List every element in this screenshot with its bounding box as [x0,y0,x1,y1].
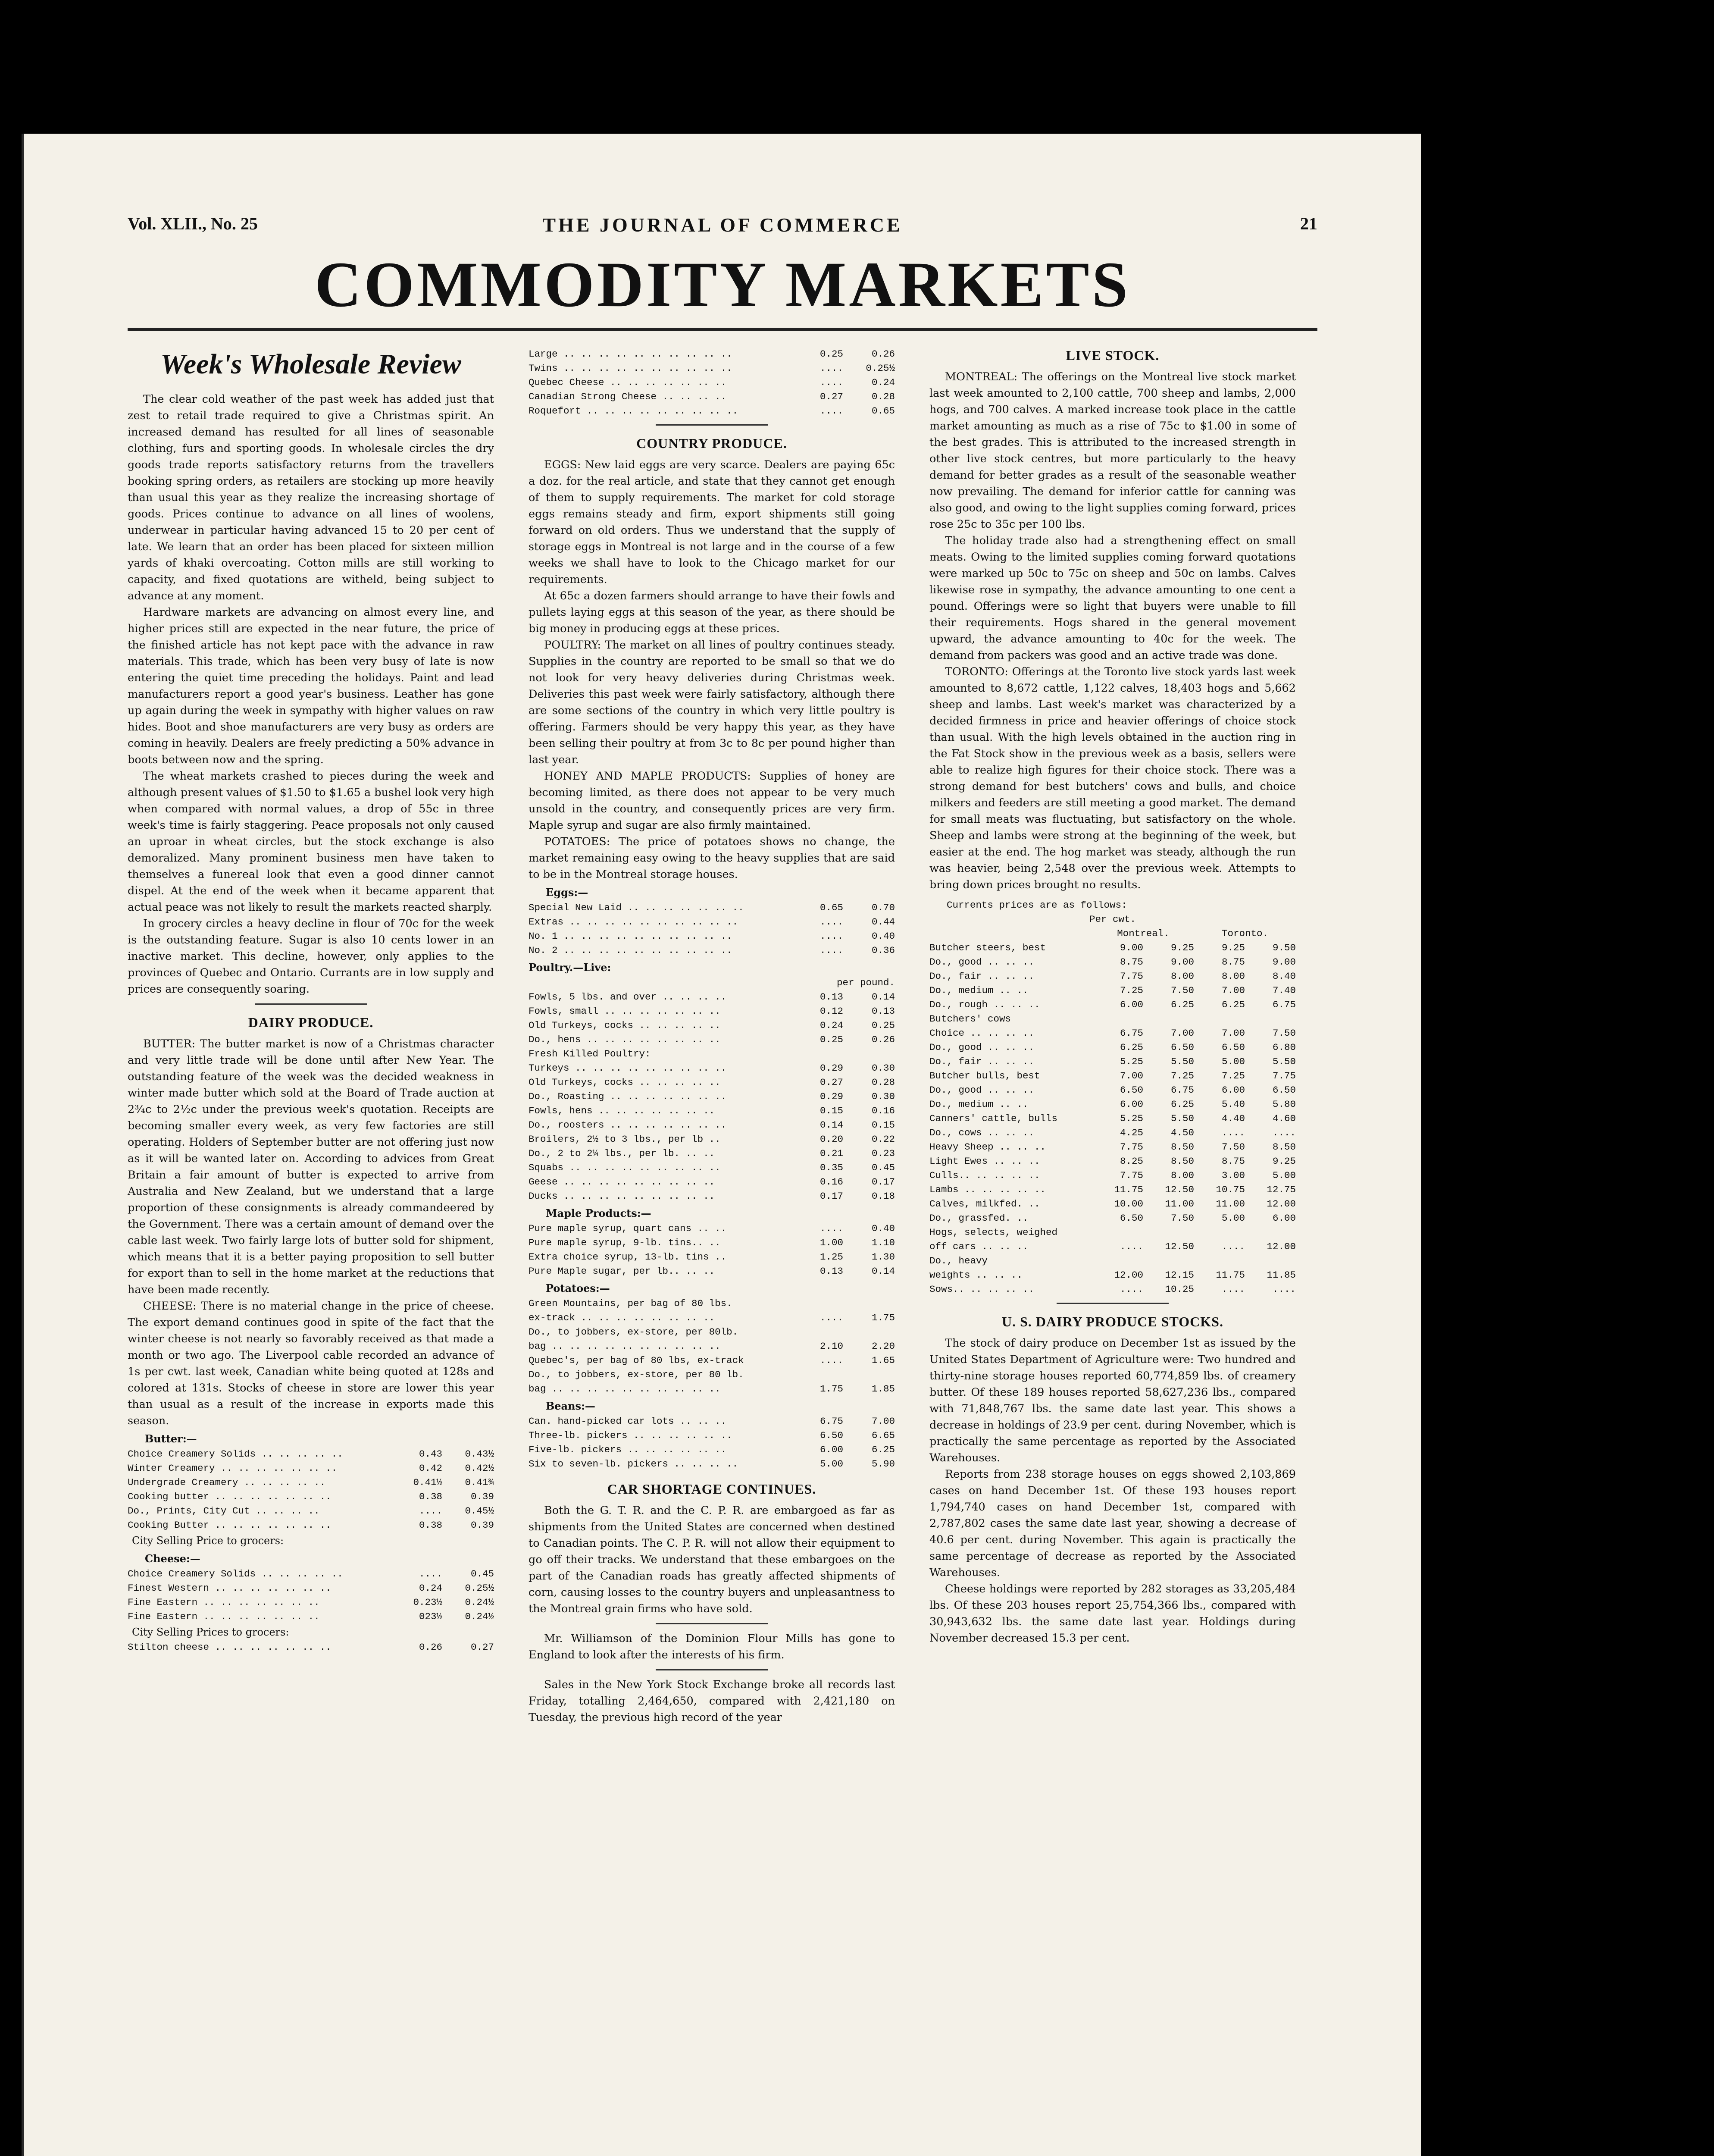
price-row: Old Turkeys, cocks .. .. .. .. .. 0.24 0.25 [529,1020,895,1031]
table-header: Montreal. Toronto. [1117,928,1269,939]
live-stock-heading: LIVE STOCK. [1066,348,1160,363]
paragraph: Sales in the New York Stock Exchange broke all records last Friday, totalling 2,464,650, compared with 2,421,180 on Tuesday, the previous high record of the year [529,1678,895,1724]
table-row: Butchers' cows [929,1013,1011,1025]
price-row: Broilers, 2½ to 3 lbs., per lb .. 0.20 0.22 [529,1134,895,1145]
price-row: Special New Laid .. .. .. .. .. .. .. 0.65 0.70 [529,902,895,913]
paragraph: HONEY AND MAPLE PRODUCTS: Supplies of honey are becoming limited, as there does not appear to be very much unsold in the country, and consequently prices are very firm. Maple syrup and sugar are also firmly maintained. [529,770,895,832]
paragraph: In grocery circles a heavy decline in flour of 70c for the week is the outstanding feature. Sugar is also 10 cents lower in an inactive market. This decline, however, only applies to the provinces of Quebec and Ontario. Currants are in low supply and prices are consequently soaring. [128,917,494,996]
table-intro: Currents prices are as follows: [947,899,1127,911]
paragraph: At 65c a dozen farmers should arrange to have their fowls and pullets laying eggs at this season of the year, as there should be big money in producing eggs at these prices. [529,589,895,635]
paragraph: The wheat markets crashed to pieces during the week and although present values of $1.50 to $1.65 a bushel look very high when compared with normal values, a drop of 55c in three week's time is fairly staggering. Peace proposals not only caused an uproar in wheat circles, but the stock exchange is also demoralized. Many prominent business men have taken to themselves a funereal look that even a good dinner cannot dispel. At the end of the week when it became apparent that actual peace was not likely to result the markets reacted sharply. [128,770,494,914]
divider [255,1003,367,1005]
paragraph: Cheese holdings were reported by 282 storages as 33,205,484 lbs. Of these 203 houses report 25,754,366 lbs., compared with 30,943,632 lbs. the same date last year. Holdings during November decreased 15.3 per cent. [929,1583,1296,1645]
paragraph: POTATOES: The price of potatoes shows no change, the market remaining easy owing to the heavy supplies that are said to be in the Montreal storage houses. [529,835,895,881]
price-row: bag .. .. .. .. .. .. .. .. .. .. 1.75 1.85 [529,1383,895,1395]
paragraph: Mr. Williamson of the Dominion Flour Mills has gone to England to look after the interests of his firm. [529,1632,895,1661]
subheading: City Selling Prices to grocers: [132,1626,289,1638]
price-row: Undergrade Creamery .. .. .. .. .. 0.41½ 0.41¾ [128,1477,494,1488]
table-row: Sows.. .. .. .. .. .... 10.25 .... .... [929,1284,1296,1295]
table-row: Do., rough .. .. .. 6.00 6.25 6.25 6.75 [929,999,1296,1010]
table-row: Do., good .. .. .. 8.75 9.00 8.75 9.00 [929,956,1296,968]
table-row: Do., fair .. .. .. 7.75 8.00 8.00 8.40 [929,971,1296,982]
paragraph: TORONTO: Offerings at the Toronto live stock yards last week amounted to 8,672 cattle, 1,122 calves, 18,403 hogs and 5,662 sheep and lambs. Last week's market was characterized by a decided firmness in price and heavier offerings of choice stock than usual. With the high levels obtained in the auction ring in the Fat Stock show in the previous week as a basis, sellers were able to realize high figures for their choice stock. There was a strong demand for best butchers' cows and bulls, and choice milkers and feeders are still meeting a good market. The demand for small meats was fluctuating, but satisfactory on the whole. Sheep and lambs were strong at the beginning of the week, but easier at the end. The hog market was steady, although the run was heavier, being 2,548 over the previous week. Attempts to bring down prices brought no results. [929,665,1296,891]
table-row: Do., heavy [929,1255,988,1266]
divider [656,1669,768,1670]
live-stock-price-table [929,898,1296,1297]
paragraph: The clear cold weather of the past week has added just that zest to retail trade required to give a Christmas spirit. An increased demand has resulted for all lines of seasonable clothing, furs and sporting goods. In wholesale circles the dry goods trade reports satisfactory returns from the travellers booking spring orders, as retailers are stocking up more heavily than usual this year as they realize the increasing shortage of goods. Prices continue to advance on all lines of woolens, underwear in particular having advanced 15 to 20 per cent of late. We learn that an order has been placed for sixteen million yards of khaki overcoating. Cotton mills are still working to capacity, and fixed quotations are witheld, being subject to advance at any moment. [128,393,494,602]
divider [1057,1303,1169,1304]
table-row: Calves, milkfed. .. 10.00 11.00 11.00 12.00 [929,1198,1296,1210]
price-row: ex-track .. .. .. .. .. .. .. .. .... 1.75 [529,1312,895,1323]
price-row: Pure Maple sugar, per lb.. .. .. 0.13 0.14 [529,1266,895,1277]
price-row: Do., roosters .. .. .. .. .. .. .. 0.14 0.15 [529,1119,895,1131]
table-row: Culls.. .. .. .. .. 7.75 8.00 3.00 5.00 [929,1170,1296,1181]
divider [656,424,768,426]
price-row: Stilton cheese .. .. .. .. .. .. .. 0.26 0.27 [128,1642,494,1653]
price-row: Pure maple syrup, quart cans .. .. .... 0.40 [529,1223,895,1234]
subheading: Beans:— [546,1400,595,1412]
price-row: Fowls, small .. .. .. .. .. .. .. 0.12 0.13 [529,1006,895,1017]
price-row: Five-lb. pickers .. .. .. .. .. .. 6.00 6.25 [529,1444,895,1455]
price-row: Do., Roasting .. .. .. .. .. .. .. 0.29 0.30 [529,1091,895,1102]
masthead-rule [128,328,1317,331]
volume-number: Vol. XLII., No. 25 [128,214,258,233]
paragraph: BUTTER: The butter market is now of a Christmas character and very little trade will be done until after New Year. The outstanding feature of the week was the decided weakness in winter made butter which sold at the Board of Trade auction at 2¾c to 2½c under the previous week's quotation. Receipts are becoming smaller every week, as very few factories are still operating. Holders of September butter are not offering just now as it will be wanted later on. According to advices from Great Britain a fair amount of butter is expected to arrive from Australia and New Zealand, but we understand that a large proportion of these consignments is already commandeered by the Government. There was a certain amount of demand over the cable last week. Two fairly large lots of butter sold for shipment, which means that it is a better paying proposition to sell butter for export than to sell in the home market at the reductions that have been made recently. [128,1037,494,1296]
dairy-produce-heading: DAIRY PRODUCE. [248,1015,374,1030]
subheading: City Selling Price to grocers: [132,1535,284,1547]
table-row: Heavy Sheep .. .. .. 7.75 8.50 7.50 8.50 [929,1141,1296,1153]
price-row: Old Turkeys, cocks .. .. .. .. .. 0.27 0.28 [529,1077,895,1088]
price-row: Choice Creamery Solids .. .. .. .. .. .... 0.45 [128,1568,494,1579]
price-row: Finest Western .. .. .. .. .. .. .. 0.24 0.25½ [128,1583,494,1594]
table-row: Do., grassfed. .. 6.50 7.50 5.00 6.00 [929,1213,1296,1224]
table-row: Do., cows .. .. .. 4.25 4.50 .... .... [929,1127,1296,1138]
paragraph: POULTRY: The market on all lines of poultry continues steady. Supplies in the country are reported to be small so that we do not look for very heavy deliveries during Christmas week. Deliveries this past week were fairly satisfactory, although there are some sections of the country in which very little poultry is offering. Farmers should be very happy this year, as they have been selling their poultry at from 3c to 8c per pound higher than last year. [529,639,895,766]
table-row: Lambs .. .. .. .. .. 11.75 12.50 10.75 12.75 [929,1184,1296,1195]
table-row: weights .. .. .. 12.00 12.15 11.75 11.85 [929,1269,1296,1281]
price-row: Ducks .. .. .. .. .. .. .. .. .. 0.17 0.18 [529,1191,895,1202]
price-row: Fine Eastern .. .. .. .. .. .. .. 0.23½ 0.24½ [128,1597,494,1608]
price-row: Roquefort .. .. .. .. .. .. .. .. .. .... 0.65 [529,405,895,417]
price-row: Do., Prints, City Cut .. .. .. .. .... 0.45½ [128,1505,494,1517]
scan-margin [1481,0,1714,2156]
table-row: Canners' cattle, bulls 5.25 5.50 4.40 4.60 [929,1113,1296,1124]
table-row: Do., medium .. .. 6.00 6.25 5.40 5.80 [929,1099,1296,1110]
price-row: Large .. .. .. .. .. .. .. .. .. .. 0.25 0.26 [529,348,895,360]
price-row: Turkeys .. .. .. .. .. .. .. .. .. 0.29 0.30 [529,1062,895,1074]
table-row: Do., fair .. .. .. 5.25 5.50 5.00 5.50 [929,1056,1296,1067]
price-row: Extras .. .. .. .. .. .. .. .. .. .. .... 0.44 [529,916,895,928]
us-dairy-heading: U. S. DAIRY PRODUCE STOCKS. [1002,1314,1223,1329]
price-row: Three-lb. pickers .. .. .. .. .. .. 6.50 6.65 [529,1430,895,1441]
subheading: Butter:— [145,1432,197,1445]
table-row: Butcher steers, best 9.00 9.25 9.25 9.50 [929,942,1296,953]
subheading: Fresh Killed Poultry: [529,1048,651,1059]
price-row: No. 1 .. .. .. .. .. .. .. .. .. .. .... 0.40 [529,931,895,942]
masthead-title: COMMODITY MARKETS [314,249,1131,320]
price-row: Do., hens .. .. .. .. .. .. .. .. 0.25 0.26 [529,1034,895,1045]
paragraph: Hardware markets are advancing on almost every line, and higher prices still are expected in the near future, the price of the finished article has not kept pace with the advance in raw materials. This trade, which has been very busy of late is now entering the quiet time preceding the holidays. Paint and lead manufacturers report a good year's business. Leather has gone up again during the week in sympathy with higher values on raw hides. Boot and shoe manufacturers are very busy as orders are coming in heavily. Dealers are freely predicting a 50% advance in boots between now and the spring. [128,606,494,766]
newspaper-page [22,134,1421,2156]
subheading: Poultry.—Live: [529,961,611,974]
price-row: Quebec Cheese .. .. .. .. .. .. .. .... 0.24 [529,377,895,388]
price-row: Canadian Strong Cheese .. .. .. .. 0.27 0.28 [529,391,895,402]
column-1 [128,347,494,1655]
weekly-review-title: Week's Wholesale Review [160,348,461,380]
country-produce-heading: COUNTRY PRODUCE. [636,436,787,451]
paragraph: The holiday trade also had a strengthening effect on small meats. Owing to the limited supplies coming forward quotations were marked up 50c to 75c on sheep and 50c on lambs. Calves likewise rose in sympathy, the advance amounting to one cent a pound. Offerings were so light that buyers were unable to fill their requirements. Hogs shared in the general movement upward, the advance amounting to 40c for the week. The demand from packers was good and an active trade was done. [929,534,1296,662]
table-row: Do., medium .. .. 7.25 7.50 7.00 7.40 [929,985,1296,996]
price-row: Do., to jobbers, ex-store, per 80 lb. [529,1369,744,1380]
table-row: off cars .. .. .. .... 12.50 .... 12.00 [929,1241,1296,1252]
price-row: No. 2 .. .. .. .. .. .. .. .. .. .. .... 0.36 [529,945,895,956]
price-row: Pure maple syrup, 9-lb. tins.. .. 1.00 1.10 [529,1237,895,1248]
price-row: Geese .. .. .. .. .. .. .. .. .. 0.16 0.17 [529,1176,895,1188]
price-row: Can. hand-picked car lots .. .. .. 6.75 7.00 [529,1416,895,1427]
column-3 [929,347,1296,1646]
price-row: Choice Creamery Solids .. .. .. .. .. 0.43 0.43½ [128,1448,494,1460]
price-row: Twins .. .. .. .. .. .. .. .. .. .. .... 0.25½ [529,363,895,374]
price-row: Cooking Butter .. .. .. .. .. .. .. 0.38 0.39 [128,1520,494,1531]
table-row: Do., good .. .. .. 6.50 6.75 6.00 6.50 [929,1084,1296,1096]
table-row: Do., good .. .. .. 6.25 6.50 6.50 6.80 [929,1042,1296,1053]
subheading: Cheese:— [145,1552,200,1565]
price-row: Cooking butter .. .. .. .. .. .. .. 0.38 0.39 [128,1491,494,1502]
price-row: Winter Creamery .. .. .. .. .. .. .. 0.42 0.42½ [128,1463,494,1474]
paragraph: The stock of dairy produce on December 1st as issued by the United States Department of Agriculture were: Two hundred and thirty-nine storage houses reported 60,774,859 lbs. of creamery butter. Of these 189 houses reported 58,627,236 lbs., compared with 71,848,767 lbs. the same date last year. This shows a decrease in holdings of 23.9 per cent. during November, which is practically the same percentage as reported by the Associated Warehouses. [929,1337,1296,1464]
subheading: Maple Products:— [546,1207,651,1219]
car-shortage-heading: CAR SHORTAGE CONTINUES. [607,1481,816,1497]
journal-name: THE JOURNAL OF COMMERCE [542,214,903,236]
paragraph: MONTREAL: The offerings on the Montreal live stock market last week amounted to 2,100 cattle, 700 sheep and lambs, 2,000 hogs, and 700 calves. A marked increase took place in the cattle market amounting as much as a rise of 75c to $1.00 in some of the best grades. This is attributed to the increased strength in other live stock centres, but more particularly to the heavy demand for better grades as a result of the seasonable weather now prevailing. The demand for inferior cattle for canning was also good, and owing to the light supplies coming forward, prices rose 25c to 35c per 100 lbs. [929,370,1296,531]
paragraph: Both the G. T. R. and the C. P. R. are embargoed as far as shipments from the United States are concerned when destined to Canadian points. The C. P. R. will not allow their equipment to go off their tracks. We understand that these embargoes on the part of the Canadian roads has greatly affected shipments of corn, causing losses to the country buyers and unpleasantness to the Montreal grain firms who have sold. [529,1504,895,1615]
price-row: Do., to jobbers, ex-store, per 80lb. [529,1326,738,1338]
paragraph: EGGS: New laid eggs are very scarce. Dealers are paying 65c a doz. for the real article, and state that they cannot get enough of them to supply requirements. The market for cold storage eggs remains steady and firm, export shipments still going forward on old orders. Thus we understand that the supply of storage eggs in Montreal is not large and in the course of a few weeks we shall have to look to the Chicago market for our requirements. [529,458,895,586]
page-number: 21 [1300,214,1317,233]
page-header [128,213,1317,248]
table-row: Light Ewes .. .. .. 8.25 8.50 8.75 9.25 [929,1156,1296,1167]
price-row: Fine Eastern .. .. .. .. .. .. .. 023½ 0.24½ [128,1611,494,1622]
price-row: Do., 2 to 2¼ lbs., per lb. .. .. 0.21 0.23 [529,1148,895,1159]
paragraph: Reports from 238 storage houses on eggs showed 2,103,869 cases on hand December 1st. Of these 193 houses report 1,794,740 cases on hand December 1st, compared with 2,787,802 cases the same date last year, showing a decrease of 40.6 per cent. during November. This again is practically the same percentage of decrease as reported by the Associated Warehouses. [929,1468,1296,1579]
unit-note: Per cwt. [1089,914,1136,925]
table-row: Hogs, selects, weighed [929,1227,1058,1238]
divider [656,1623,768,1624]
price-row: Six to seven-lb. pickers .. .. .. .. 5.00 5.90 [529,1458,895,1470]
price-row: Green Mountains, per bag of 80 lbs. [529,1298,732,1309]
subheading: Eggs:— [546,886,588,899]
paragraph: CHEESE: There is no material change in the price of cheese. The export demand continues good in spite of the fact that the winter cheese is not nearly so favorably received as that made a month or two ago. The Liverpool cable recorded an advance of 1s per cwt. last week, Canadian white being quoted at 128s and colored at 131s. Stocks of cheese in store are lower this year than usual as a result of the increase in exports made this season. [128,1300,494,1427]
table-row: Choice .. .. .. .. 6.75 7.00 7.00 7.50 [929,1028,1296,1039]
subheading: Potatoes:— [546,1282,610,1294]
price-row: Fowls, 5 lbs. and over .. .. .. .. 0.13 0.14 [529,991,895,1003]
price-row: Extra choice syrup, 13-lb. tins .. 1.25 1.30 [529,1251,895,1263]
price-row: Squabs .. .. .. .. .. .. .. .. .. 0.35 0.45 [529,1162,895,1173]
price-row: Quebec's, per bag of 80 lbs, ex-track .... 1.65 [529,1355,895,1366]
price-row: bag .. .. .. .. .. .. .. .. .. .. 2.10 2.20 [529,1341,895,1352]
price-row: Fowls, hens .. .. .. .. .. .. .. 0.15 0.16 [529,1105,895,1116]
unit-note: per pound. [836,977,895,988]
column-2 [529,347,895,1726]
table-row: Butcher bulls, best 7.00 7.25 7.25 7.75 [929,1070,1296,1081]
